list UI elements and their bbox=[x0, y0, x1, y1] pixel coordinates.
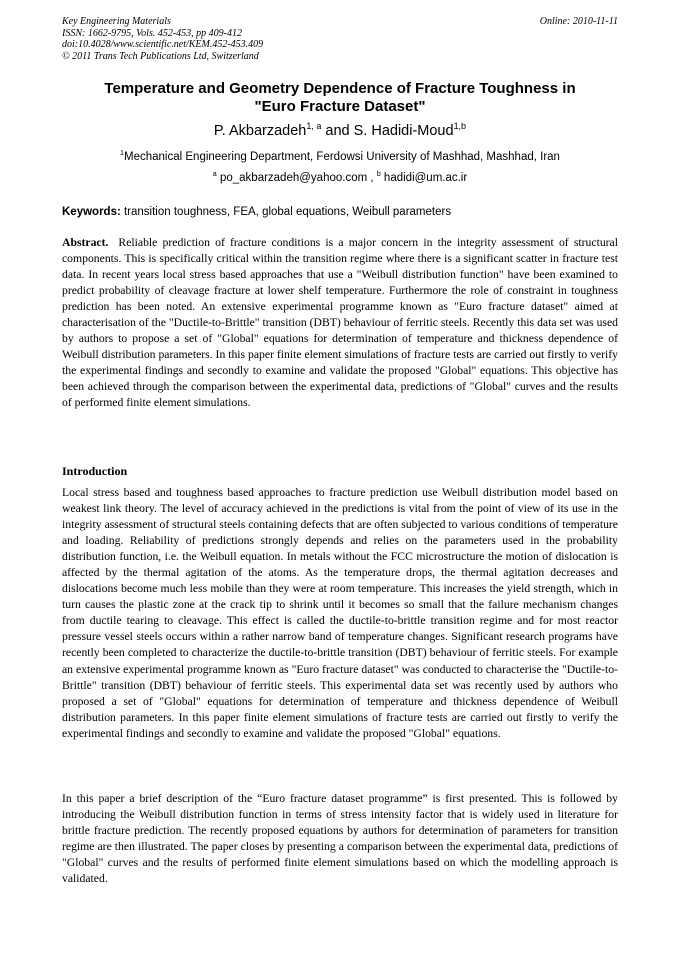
email-a: po_akbarzadeh@yahoo.com , bbox=[216, 172, 377, 184]
abstract bbox=[62, 235, 618, 412]
paper-title bbox=[62, 80, 618, 116]
email-b: hadidi@um.ac.ir bbox=[380, 172, 468, 184]
introduction-paragraph-2: In this paper a brief description of the “Euro fracture dataset programme” is first presented. This is followed by introducing the Weibull distribution function in terms of stress intensity factor that is widely used in literature for brittle fracture prediction. The recently proposed equations by authors for determination of parameters for transition regime are then illustrated. The paper closes by presenting a comparison between the experimental data, predictions of "Global" curves and the results of performed finite element simulations based on which the modelling approach is validated. bbox=[62, 792, 618, 886]
journal-name: Key Engineering Materials bbox=[62, 16, 171, 27]
author-emails bbox=[62, 170, 618, 186]
doi-line: doi:10.4028/www.scientific.net/KEM.452-453.409 bbox=[62, 39, 264, 50]
copyright-line: © 2011 Trans Tech Publications Ltd, Switzerland bbox=[62, 50, 259, 62]
keywords-text: transition toughness, FEA, global equations, Weibull parameters bbox=[120, 206, 452, 218]
affiliation-mark: 1 bbox=[120, 149, 125, 158]
author-line bbox=[62, 122, 618, 140]
keywords-label: Keywords: bbox=[62, 206, 121, 218]
email-b-mark: b bbox=[376, 170, 381, 179]
online-date: Online: 2010-11-11 bbox=[539, 16, 618, 27]
author-1: P. Akbarzadeh bbox=[213, 123, 307, 139]
abstract-label: Abstract. bbox=[62, 236, 109, 249]
publication-header bbox=[62, 16, 618, 62]
author-2-affiliation-mark: 1,b bbox=[453, 121, 467, 132]
author-1-affiliation-mark: 1, a bbox=[306, 121, 322, 132]
affiliation-text: Mechanical Engineering Department, Ferdowsi University of Mashhad, Mashhad, Iran bbox=[124, 151, 560, 163]
author-conjunction: and bbox=[321, 123, 354, 139]
author-2: S. Hadidi-Moud bbox=[353, 123, 454, 139]
introduction-heading: Introduction bbox=[62, 464, 128, 478]
keywords bbox=[62, 205, 618, 220]
title-line-1: Temperature and Geometry Dependence of Fracture Toughness in bbox=[104, 80, 576, 97]
email-a-mark: a bbox=[212, 170, 217, 179]
abstract-text: Reliable prediction of fracture conditions is a major concern in the integrity assessment of structural components. This is specifically critical within the transition regime where there is a significant scatter in fracture test data. In recent years local stress based approaches that use a "Weibull distribution function" have been examined to predict probability of cleavage fracture at lower shelf temperature. Furthermore the role of constraint in toughness prediction has been noted. An extensive experimental programme known as "Euro fracture dataset" aimed at characterisation of the "Ductile-to-Brittle" transition (DBT) behaviour of ferritic steels. Recently this data set was used by authors to propose a set of "Global" equations for determination of temperature and thickness dependence of Weibull distribution parameters. In this paper finite element simulations of fracture tests are carried out firstly to verify the experimental findings and secondly to examine and validate the proposed "Global" equations. This objective has been achieved through the comparison between the experimental data, predictions of "Global" curves and the results of performed finite element simulations. bbox=[62, 236, 618, 410]
issn-line: ISSN: 1662-9795, Vols. 452-453, pp 409-412 bbox=[62, 27, 242, 39]
introduction-paragraph-1: Local stress based and toughness based approaches to fracture prediction use Weibull distribution model based on weakest link theory. The level of accuracy achieved in the predictions is vital from the point of view of its use in the integrity assessment of structural steels containing defects that are often subjected to various conditions of temperature and loading. Reliability of predictions strongly depends and relies on the parameters used in the probability distribution function, i.e. the Weibull equation. In metals without the FCC microstructure the motion of dislocation is affected by the thermal agitation of the atoms. As the temperature drops, the thermal agitation decreases and dislocations become much less mobile than they were at room temperature. This increases the yield strength, which in turn causes the plastic zone at the crack tip to shrink until it becomes so small that the failure mechanism changes from ductile tearing to cleavage. This effect is called the ductile-to-brittle transition regime and for most reactor pressure vessel steels occurs within a rather narrow band of temperature changes. Significant research programs have recently been completed to characterize the ductile-to-brittle transition (DBT) behaviour of ferritic steels. For example an extensive experimental programme known as "Euro fracture dataset" was conducted to characterise the "Ductile-to-Brittle" transition (DBT) behaviour of ferritic steels. This experimental data set was recently used by authors who proposed a set of "Global" equations for determination of temperature and thickness dependence of Weibull distribution parameters. In this paper finite element simulations of fracture tests are carried out firstly to verify the experimental findings and secondly to examine and validate the proposed "Global" equations. bbox=[62, 486, 618, 740]
affiliation bbox=[62, 149, 618, 165]
title-line-2: "Euro Fracture Dataset" bbox=[254, 98, 426, 115]
